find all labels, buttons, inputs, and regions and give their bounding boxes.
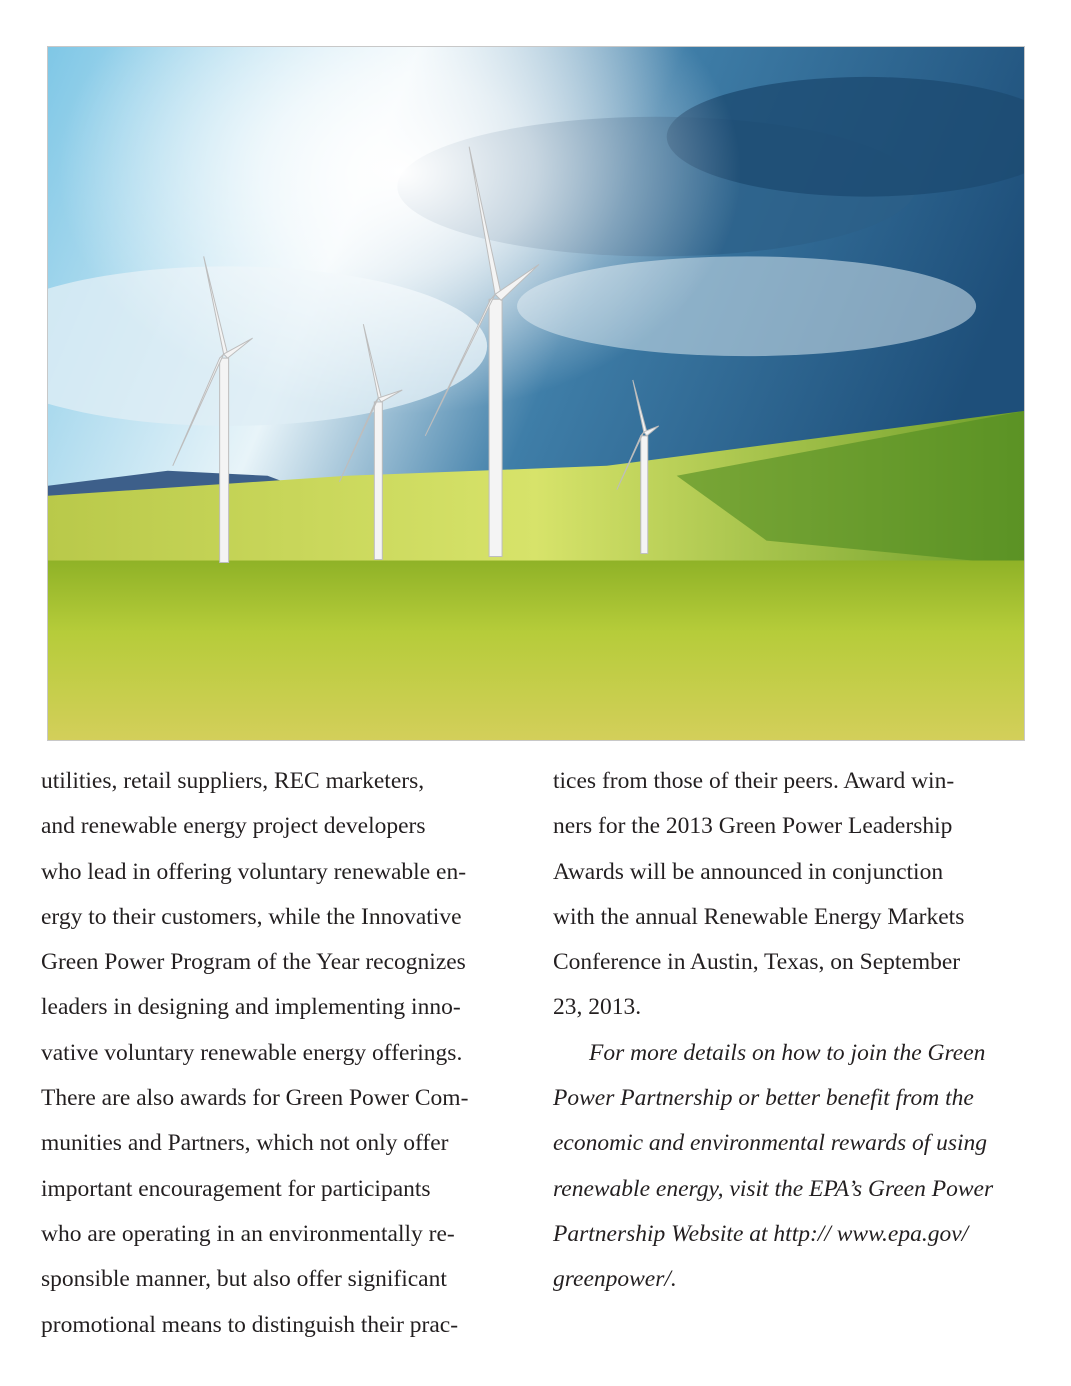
body-text-line: munities and Partners, which not only offer <box>41 1130 449 1157</box>
body-text-line: 23, 2013. <box>553 994 642 1021</box>
left-column <box>41 759 521 1348</box>
body-text-line: important encouragement for participants <box>41 1175 431 1202</box>
body-text-line: Awards will be announced in conjunction <box>553 858 944 885</box>
body-text-line: with the annual Renewable Energy Markets <box>553 903 965 930</box>
wind-turbines-photo <box>47 46 1025 741</box>
body-text-line: tices from those of their peers. Award win- <box>553 768 955 794</box>
body-text-line: Conference in Austin, Texas, on September <box>553 949 961 976</box>
body-text-line: and renewable energy project developers <box>41 813 426 840</box>
italic-note-line: Partnership Website at http:// www.epa.gov/ <box>553 1220 969 1247</box>
body-text-line: who are operating in an environmentally re- <box>41 1220 455 1247</box>
italic-note-line: greenpower/. <box>553 1266 677 1293</box>
body-text-line: leaders in designing and implementing inno- <box>41 994 461 1021</box>
italic-note-line: Power Partnership or better benefit from the <box>553 1085 974 1112</box>
right-column <box>553 759 1033 1303</box>
body-text-line: Green Power Program of the Year recognizes <box>41 949 466 976</box>
body-text-line: There are also awards for Green Power Com- <box>41 1085 469 1112</box>
body-text-line: who lead in offering voluntary renewable en- <box>41 858 467 885</box>
italic-note-line: renewable energy, visit the EPA’s Green Power <box>553 1175 994 1202</box>
italic-note-line: For more details on how to join the Green <box>589 1039 986 1066</box>
body-text-line: ergy to their customers, while the Innovative <box>41 903 462 930</box>
body-text-line: promotional means to distinguish their prac- <box>41 1311 459 1338</box>
wind-turbines-illustration <box>48 47 1024 740</box>
body-text-line: sponsible manner, but also offer significant <box>41 1266 447 1293</box>
italic-note-line: economic and environmental rewards of using <box>553 1130 988 1157</box>
body-text-line: utilities, retail suppliers, REC marketers, <box>41 768 425 794</box>
body-text-line: vative voluntary renewable energy offerings. <box>41 1039 463 1066</box>
body-text-line: ners for the 2013 Green Power Leadership <box>553 813 953 840</box>
